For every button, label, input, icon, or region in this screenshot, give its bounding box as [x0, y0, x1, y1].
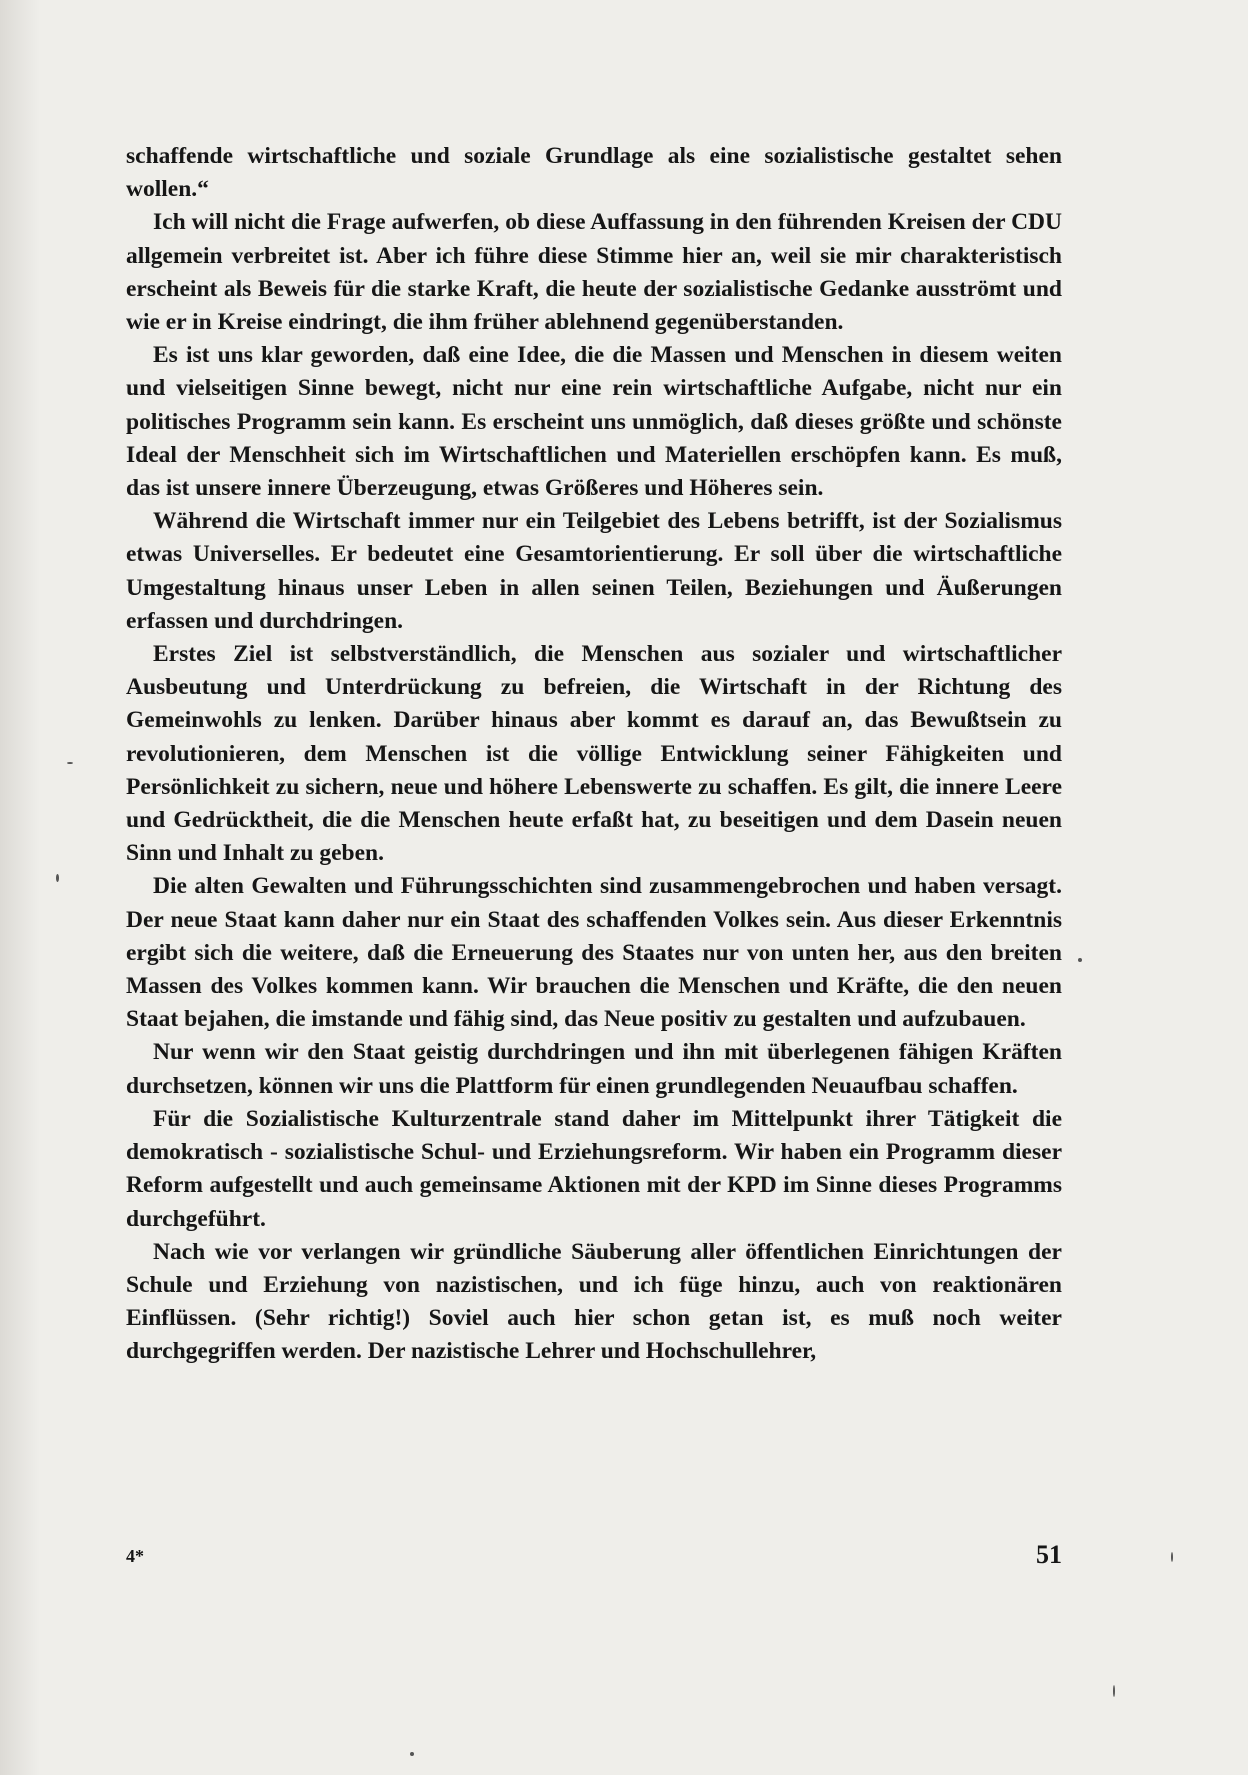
paragraph: schaffende wirtschaftliche und soziale Grundlage als eine sozialistische gestaltet sehen wollen.“	[126, 143, 1062, 203]
scan-speck	[410, 1752, 414, 1756]
body-text	[126, 140, 1062, 1369]
page-number: 51	[1036, 1540, 1062, 1569]
scan-speck	[1078, 958, 1082, 962]
page-shadow-edge	[0, 0, 40, 1775]
paragraph: Ich will nicht die Frage aufwerfen, ob diese Auffassung in den führenden Kreisen der CDU allgemein verbreitet ist. Aber ich führe diese Stimme hier an, weil sie mir charakteristisch erscheint als Beweis für die starke Kraft, die heute der sozialistische Gedanke ausströmt und wie er in Kreise eindringt, die ihm früher ablehnend gegenüberstanden.	[126, 209, 1062, 336]
scan-speck	[1171, 1552, 1173, 1562]
paragraph: Es ist uns klar geworden, daß eine Idee, die die Massen und Menschen in diesem weiten und vielseitigen Sinne bewegt, nicht nur eine rein wirtschaftliche Aufgabe, nicht nur ein politisches Programm sein kann. Es erscheint uns unmöglich, daß dieses größte und schönste Ideal der Menschheit sich im Wirtschaftlichen und Materiellen erschöpfen kann. Es muß, das ist unsere innere Überzeugung, etwas Größeres und Höheres sein.	[126, 342, 1062, 502]
paragraph: Für die Sozialistische Kulturzentrale stand daher im Mittelpunkt ihrer Tätigkeit die demokratisch - sozialistische Schul- und Erziehungsreform. Wir haben ein Programm dieser Reform aufgestellt und auch gemeinsame Aktionen mit der KPD im Sinne dieses Programms durchgeführt.	[126, 1105, 1062, 1232]
paragraph: Erstes Ziel ist selbstverständlich, die Menschen aus sozialer und wirtschaftlicher Ausbeutung und Unterdrückung zu befreien, die Wirtschaft in der Richtung des Gemeinwohls zu lenken. Darüber hinaus aber kommt es darauf an, das Bewußtsein zu revolutionieren, dem Menschen ist die völlige Entwicklung seiner Fähigkeiten und Persönlichkeit zu sichern, neue und höhere Lebenswerte zu schaffen. Es gilt, die innere Leere und Gedrücktheit, die die Menschen heute erfaßt hat, zu beseitigen und dem Dasein neuen Sinn und Inhalt zu geben.	[126, 641, 1062, 867]
scan-speck	[1113, 1685, 1115, 1697]
paragraph: Nach wie vor verlangen wir gründliche Säuberung aller öffentlichen Einrichtungen der Schule und Erziehung von nazistischen, und ich füge hinzu, auch von reaktionären Einflüssen. (Sehr richtig!) Soviel auch hier schon getan ist, es muß noch weiter durchgegriffen werden. Der nazistische Lehrer und Hochschullehrer,	[126, 1238, 1062, 1365]
scan-speck	[56, 874, 59, 882]
paragraph: Die alten Gewalten und Führungsschichten sind zusammengebrochen und haben versagt. Der neue Staat kann daher nur ein Staat des schaffenden Volkes sein. Aus dieser Erkenntnis ergibt sich die weitere, daß die Erneuerung des Staates nur von unten her, aus den breiten Massen des Volkes kommen kann. Wir brauchen die Menschen und Kräfte, die den neuen Staat bejahen, die imstande und fähig sind, das Neue positiv zu gestalten und aufzubauen.	[126, 873, 1062, 1033]
page-footer	[126, 1540, 1062, 1580]
signature-mark: 4*	[126, 1546, 144, 1566]
paragraph: Nur wenn wir den Staat geistig durchdringen und ihn mit überlegenen fähigen Kräften durchsetzen, können wir uns die Plattform für einen grundlegenden Neuaufbau schaffen.	[126, 1039, 1062, 1099]
scan-speck	[67, 762, 73, 764]
paragraph: Während die Wirtschaft immer nur ein Teilgebiet des Lebens betrifft, ist der Sozialismus etwas Universelles. Er bedeutet eine Gesamtorientierung. Er soll über die wirtschaftliche Umgestaltung hinaus unser Leben in allen seinen Teilen, Beziehungen und Äußerungen erfassen und durchdringen.	[126, 508, 1062, 634]
